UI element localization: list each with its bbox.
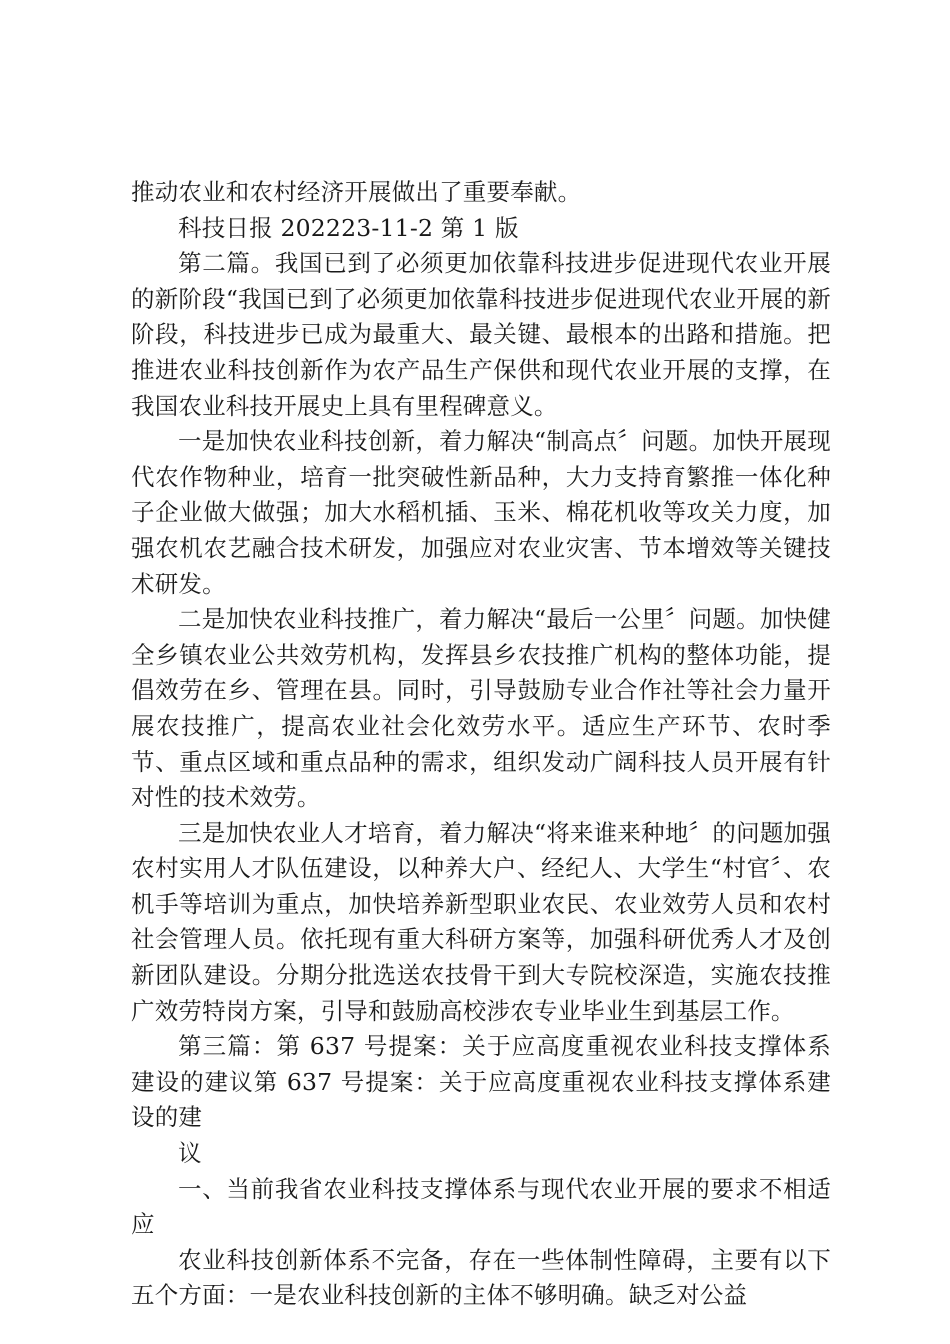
paragraph-section-heading: 一、当前我省农业科技支撑体系与现代农业开展的要求不相适应 bbox=[131, 1174, 831, 1239]
document-body bbox=[131, 175, 831, 1314]
paragraph-part-three-title: 第三篇：第 637 号提案：关于应高度重视农业科技支撑体系建设的建议第 637 号提案：关于应高度重视农业科技支撑体系建设的建 bbox=[131, 1032, 831, 1132]
paragraph-point-one: 一是加快农业科技创新，着力解决“制高点〞问题。加快开展现代农作物种业，培育一批突破性新品种，大力支持育繁推一体化种子企业做大做强；加大水稻机插、玉米、棉花机收等攻关力度，加强农机农艺融合技术研发，加强应对农业灾害、节本增效等关键技术研发。 bbox=[131, 427, 831, 598]
paragraph-innovation-system: 农业科技创新体系不完备，存在一些体制性障碍，主要有以下五个方面：一是农业科技创新的主体不够明确。缺乏对公益 bbox=[131, 1245, 831, 1310]
paragraph-point-two: 二是加快农业科技推广，着力解决“最后一公里〞问题。加快健全乡镇农业公共效劳机构，发挥县乡农技推广机构的整体功能，提倡效劳在乡、管理在县。同时，引导鼓励专业合作社等社会力量开展农技推广，提高农业社会化效劳水平。适应生产环节、农时季节、重点区域和重点品种的需求，组织发动广阔科技人员开展有针对性的技术效劳。 bbox=[131, 605, 831, 812]
paragraph-title-tail: 议 bbox=[178, 1139, 202, 1168]
paragraph-source-citation: 科技日报 202223-11-2 第 1 版 bbox=[178, 213, 519, 242]
paragraph-continuation: 推动农业和农村经济开展做出了重要奉献。 bbox=[131, 178, 582, 206]
paragraph-part-two-intro: 第二篇。我国已到了必须更加依靠科技进步促进现代农业开展的新阶段“我国已到了必须更加依靠科技进步促进现代农业开展的新阶段，科技进步已成为最重大、最关键、最根本的出路和措施。把推进农业科技创新作为农产品生产保供和现代农业开展的支撑，在我国农业科技开展史上具有里程碑意义。 bbox=[131, 249, 831, 420]
paragraph-point-three: 三是加快农业人才培育，着力解决“将来谁来种地〞的问题加强农村实用人才队伍建设，以种养大户、经纪人、大学生“村官〞、农机手等培训为重点，加快培养新型职业农民、农业效劳人员和农村社会管理人员。依托现有重大科研方案等，加强科研优秀人才及创新团队建设。分期分批选送农技骨干到大专院校深造，实施农技推广效劳特岗方案，引导和鼓励高校涉农专业毕业生到基层工作。 bbox=[131, 818, 831, 1025]
